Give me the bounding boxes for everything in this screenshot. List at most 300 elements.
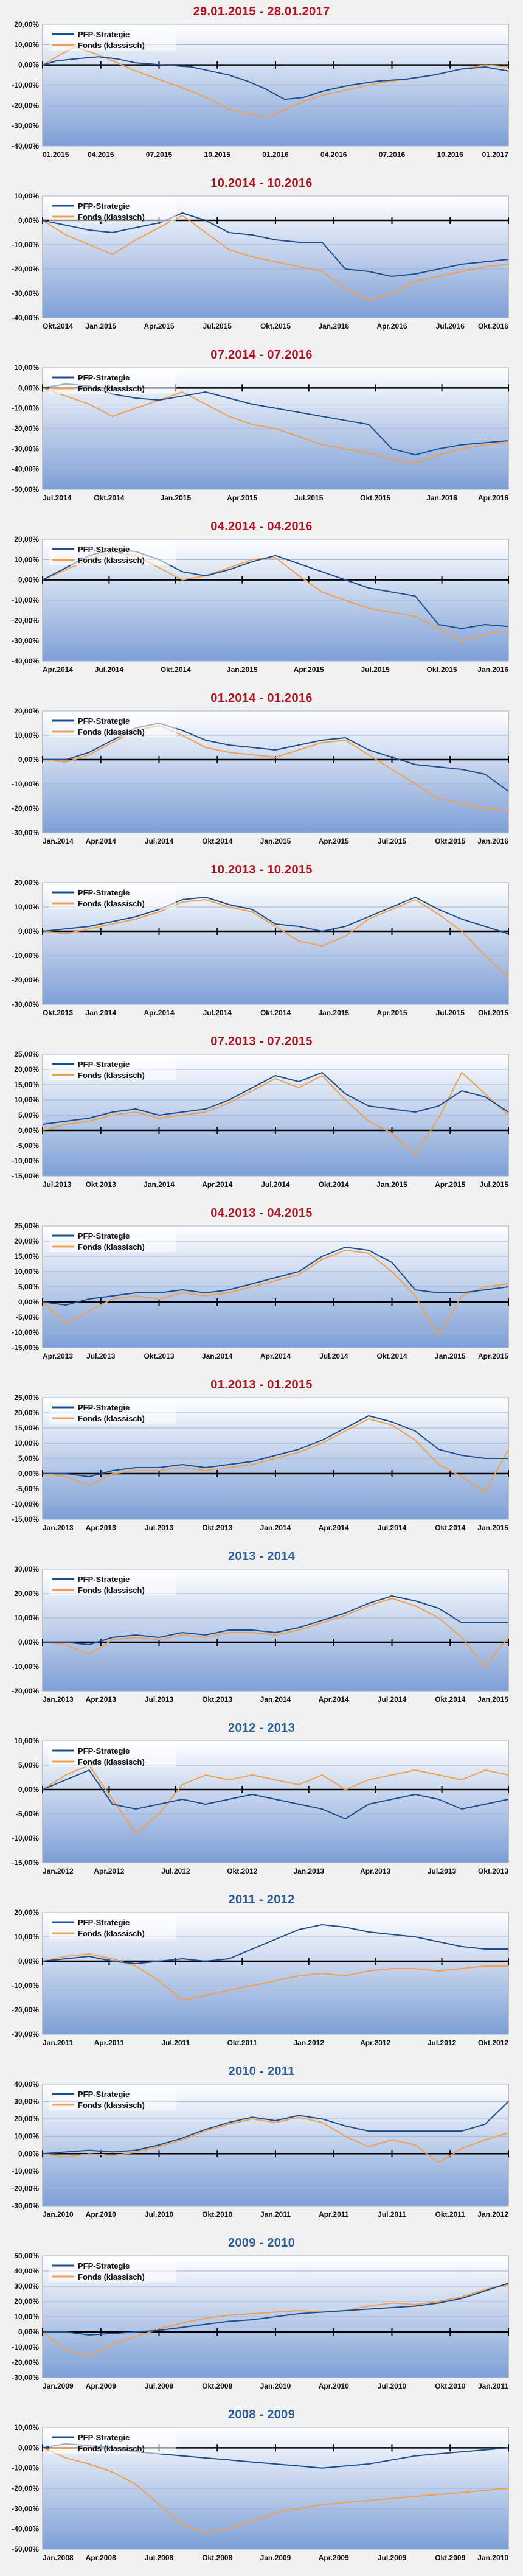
legend-label: PFP-Strategie <box>78 1403 130 1412</box>
legend-label: Fonds (klassisch) <box>78 2444 145 2453</box>
x-tick-label: Jul.2014 <box>377 1524 407 1532</box>
y-tick-label: 0,00% <box>18 2328 39 2336</box>
chart-panel <box>0 1545 523 1712</box>
x-tick-label: Okt.2011 <box>435 2210 465 2219</box>
y-tick-label: 10,00% <box>14 1737 39 1745</box>
legend <box>49 198 176 222</box>
legend <box>49 1914 176 1939</box>
x-tick-label: Jan.2015 <box>160 494 192 502</box>
chart-title: 07.2013 - 07.2015 <box>210 1035 313 1048</box>
x-tick-label: Jan.2016 <box>477 665 508 674</box>
x-tick-label: Jan.2008 <box>43 2553 74 2562</box>
y-tick-label: 20,00% <box>14 707 39 715</box>
y-tick-label: 0,00% <box>18 755 39 764</box>
y-tick-label: 10,00% <box>14 2423 39 2432</box>
legend <box>49 2086 176 2110</box>
chart-panel <box>0 0 523 167</box>
x-tick-label: Jul.2014 <box>261 1180 290 1189</box>
x-tick-label: Jan.2011 <box>477 2382 508 2390</box>
y-tick-label: 25,00% <box>14 1050 39 1059</box>
y-tick-label: -30,00% <box>12 2030 39 2039</box>
legend <box>49 713 176 737</box>
y-tick-label: 10,00% <box>14 1096 39 1104</box>
chart-title: 29.01.2015 - 28.01.2017 <box>193 5 330 18</box>
y-tick-label: 0,00% <box>18 60 39 69</box>
legend-label: PFP-Strategie <box>78 2433 130 2442</box>
legend <box>49 884 176 909</box>
legend-label: Fonds (klassisch) <box>78 1414 145 1423</box>
y-tick-label: -10,00% <box>12 81 39 89</box>
y-tick-label: 15,00% <box>14 1424 39 1432</box>
y-tick-label: -40,00% <box>12 657 39 665</box>
x-tick-label: Jan.2010 <box>260 2382 291 2390</box>
chart-panel <box>0 2231 523 2398</box>
chart-title: 07.2014 - 07.2016 <box>210 348 313 362</box>
y-tick-label: -10,00% <box>12 1981 39 1990</box>
legend <box>49 1571 176 1595</box>
legend <box>49 2258 176 2282</box>
x-tick-label: Jan.2016 <box>426 494 457 502</box>
y-tick-label: 5,00% <box>18 1111 39 1119</box>
y-tick-label: -50,00% <box>12 485 39 494</box>
x-tick-label: Jan.2011 <box>43 2039 74 2047</box>
chart-svg <box>0 343 523 510</box>
y-tick-label: -20,00% <box>12 976 39 984</box>
x-tick-label: Okt.2010 <box>202 2210 233 2219</box>
chart-svg <box>0 1888 523 2055</box>
y-tick-label: -10,00% <box>12 1662 39 1671</box>
x-tick-label: Jan.2014 <box>85 1009 117 1017</box>
y-tick-label: 20,00% <box>14 1409 39 1417</box>
x-tick-label: 01.2017 <box>482 150 508 159</box>
y-tick-label: 0,00% <box>18 575 39 584</box>
y-tick-label: 0,00% <box>18 1298 39 1306</box>
x-tick-label: Okt.2011 <box>227 2039 257 2047</box>
x-tick-label: Okt.2013 <box>85 1180 116 1189</box>
y-tick-label: -10,00% <box>12 2463 39 2473</box>
x-tick-label: Jan.2014 <box>260 1524 291 1532</box>
chart-title: 2012 - 2013 <box>227 1721 296 1735</box>
x-tick-label: Jul.2014 <box>319 1352 348 1360</box>
x-tick-label: Apr.2013 <box>360 1867 391 1875</box>
x-tick-label: Apr.2010 <box>318 2382 349 2390</box>
x-tick-label: Apr.2015 <box>376 1009 407 1017</box>
x-tick-label: Okt.2013 <box>43 1009 74 1017</box>
x-tick-label: Okt.2012 <box>477 2039 508 2047</box>
y-tick-label: -5,00% <box>15 1313 39 1321</box>
y-tick-label: -40,00% <box>12 464 39 474</box>
y-tick-label: -5,00% <box>15 1810 39 1818</box>
y-tick-label: 20,00% <box>14 1237 39 1245</box>
y-tick-label: -10,00% <box>12 951 39 960</box>
legend-label: Fonds (klassisch) <box>78 41 145 50</box>
x-tick-label: Jan.2014 <box>43 837 74 845</box>
x-tick-label: Okt.2014 <box>435 1524 466 1532</box>
y-tick-label: -20,00% <box>12 804 39 813</box>
x-tick-label: Apr.2009 <box>85 2382 116 2390</box>
chart-svg <box>0 2403 523 2570</box>
x-tick-label: Jan.2012 <box>293 2039 325 2047</box>
x-tick-label: Okt.2015 <box>360 494 391 502</box>
y-tick-label: 30,00% <box>14 2282 39 2291</box>
y-tick-label: -40,00% <box>12 313 39 322</box>
legend-label: PFP-Strategie <box>78 1918 130 1927</box>
y-tick-label: 30,00% <box>14 2097 39 2106</box>
y-tick-label: -30,00% <box>12 444 39 453</box>
legend-label: PFP-Strategie <box>78 2261 130 2270</box>
legend <box>49 1228 176 1252</box>
chart-title: 2008 - 2009 <box>227 2408 296 2421</box>
legend-label: Fonds (klassisch) <box>78 2272 145 2281</box>
chart-panel <box>0 2060 523 2227</box>
chart-svg <box>0 858 523 1025</box>
y-tick-label: 20,00% <box>14 20 39 29</box>
x-tick-label: Apr.2015 <box>318 837 349 845</box>
x-tick-label: Jul.2012 <box>427 2039 457 2047</box>
y-tick-label: 5,00% <box>18 1283 39 1291</box>
y-tick-label: 0,00% <box>18 1126 39 1135</box>
x-tick-label: Okt.2014 <box>43 322 74 331</box>
y-tick-label: 20,00% <box>14 2115 39 2124</box>
y-tick-label: -20,00% <box>12 616 39 625</box>
y-tick-label: -10,00% <box>12 596 39 604</box>
y-tick-label: 10,00% <box>14 731 39 740</box>
y-tick-label: 25,00% <box>14 1222 39 1230</box>
x-tick-label: Okt.2014 <box>260 1009 291 1017</box>
y-tick-label: 30,00% <box>14 1565 39 1573</box>
y-tick-label: 20,00% <box>14 878 39 887</box>
x-tick-label: Jul.2012 <box>161 1867 190 1875</box>
y-tick-label: 10,00% <box>14 903 39 911</box>
chart-title: 2013 - 2014 <box>227 1550 296 1563</box>
chart-svg <box>0 515 523 682</box>
y-tick-label: -10,00% <box>12 1500 39 1508</box>
legend-label: Fonds (klassisch) <box>78 384 145 393</box>
chart-svg <box>0 1030 523 1197</box>
chart-title: 10.2013 - 10.2015 <box>210 863 313 877</box>
x-tick-label: Okt.2009 <box>435 2553 466 2562</box>
y-tick-label: 10,00% <box>14 363 39 372</box>
x-tick-label: Jul.2014 <box>144 837 174 845</box>
y-tick-label: -20,00% <box>12 1687 39 1695</box>
x-tick-label: Apr.2012 <box>94 1867 125 1875</box>
x-tick-label: 10.2016 <box>437 150 463 159</box>
y-tick-label: -15,00% <box>12 1343 39 1352</box>
x-tick-label: Jul.2013 <box>144 1524 174 1532</box>
x-tick-label: Apr.2013 <box>85 1524 116 1532</box>
y-tick-label: 10,00% <box>14 555 39 564</box>
y-tick-label: -10,00% <box>12 780 39 788</box>
x-tick-label: Okt.2013 <box>202 1524 233 1532</box>
legend-label: Fonds (klassisch) <box>78 1071 145 1080</box>
legend-label: PFP-Strategie <box>78 2090 130 2099</box>
y-tick-label: 10,00% <box>14 1614 39 1622</box>
chart-panel <box>0 343 523 510</box>
x-tick-label: Jul.2015 <box>377 837 407 845</box>
y-tick-label: 50,00% <box>14 2252 39 2260</box>
chart-panel <box>0 172 523 338</box>
x-tick-label: Apr.2015 <box>477 1352 508 1360</box>
y-tick-label: -15,00% <box>12 1858 39 1867</box>
x-tick-label: Apr.2015 <box>435 1180 466 1189</box>
chart-title: 04.2014 - 04.2016 <box>210 520 313 533</box>
x-tick-label: Jul.2010 <box>144 2210 174 2219</box>
y-tick-label: -15,00% <box>12 1172 39 1180</box>
x-tick-label: 07.2016 <box>378 150 406 159</box>
legend-label: PFP-Strategie <box>78 30 130 39</box>
x-tick-label: Jul.2009 <box>144 2382 174 2390</box>
x-tick-label: Jul.2013 <box>86 1352 116 1360</box>
y-tick-label: 0,00% <box>18 1957 39 1965</box>
chart-panel <box>0 1030 523 1197</box>
y-tick-label: 10,00% <box>14 1267 39 1276</box>
y-tick-label: 0,00% <box>18 927 39 936</box>
legend-label: PFP-Strategie <box>78 545 130 554</box>
y-tick-label: -10,00% <box>12 1157 39 1165</box>
x-tick-label: Jul.2015 <box>435 1009 465 1017</box>
y-tick-label: -40,00% <box>12 142 39 150</box>
legend <box>49 541 176 565</box>
y-tick-label: 0,00% <box>18 1638 39 1647</box>
x-tick-label: Okt.2015 <box>477 1009 508 1017</box>
x-tick-label: Jul.2014 <box>43 494 72 502</box>
y-tick-label: 15,00% <box>14 1252 39 1261</box>
x-tick-label: Jan.2013 <box>43 1695 74 1704</box>
x-tick-label: Apr.2014 <box>144 1009 175 1017</box>
legend-label: Fonds (klassisch) <box>78 1757 145 1766</box>
chart-svg <box>0 2231 523 2398</box>
x-tick-label: Okt.2014 <box>202 837 233 845</box>
x-tick-label: Okt.2008 <box>202 2553 233 2562</box>
y-tick-label: 0,00% <box>18 1469 39 1478</box>
x-tick-label: Jan.2015 <box>85 322 117 331</box>
x-tick-label: 01.2016 <box>262 150 289 159</box>
x-tick-label: Apr.2011 <box>94 2039 125 2047</box>
x-tick-label: Apr.2012 <box>360 2039 391 2047</box>
x-tick-label: Apr.2015 <box>293 665 324 674</box>
legend-label: PFP-Strategie <box>78 201 130 211</box>
y-tick-label: -20,00% <box>12 2006 39 2014</box>
chart-svg <box>0 2060 523 2227</box>
y-tick-label: 0,00% <box>18 383 39 393</box>
x-tick-label: Jan.2015 <box>376 1180 407 1189</box>
x-tick-label: Jul.2016 <box>435 322 465 331</box>
x-tick-label: Jul.2013 <box>427 1867 457 1875</box>
x-tick-label: Jan.2013 <box>293 1867 325 1875</box>
x-tick-label: Apr.2014 <box>85 837 116 845</box>
x-tick-label: Apr.2015 <box>144 322 175 331</box>
x-tick-label: Jul.2011 <box>161 2039 190 2047</box>
x-tick-label: Apr.2010 <box>85 2210 116 2219</box>
x-tick-label: Jan.2009 <box>43 2382 74 2390</box>
y-tick-label: 20,00% <box>14 1908 39 1917</box>
y-tick-label: -30,00% <box>12 289 39 298</box>
x-tick-label: Apr.2008 <box>85 2553 116 2562</box>
chart-svg <box>0 1202 523 1368</box>
y-tick-label: 20,00% <box>14 535 39 544</box>
y-tick-label: -20,00% <box>12 265 39 273</box>
x-tick-label: Okt.2013 <box>202 1695 233 1704</box>
x-tick-label: Okt.2014 <box>94 494 125 502</box>
y-tick-label: -10,00% <box>12 1834 39 1843</box>
y-tick-label: -20,00% <box>12 2184 39 2193</box>
chart-title: 2011 - 2012 <box>228 1893 295 1906</box>
y-tick-label: -30,00% <box>12 828 39 837</box>
x-tick-label: Apr.2013 <box>85 1695 116 1704</box>
chart-title: 04.2013 - 04.2015 <box>210 1206 313 1220</box>
x-tick-label: Apr.2014 <box>318 1695 349 1704</box>
x-tick-label: Jul.2015 <box>479 1180 508 1189</box>
legend-label: PFP-Strategie <box>78 1746 130 1755</box>
chart-svg <box>0 1717 523 1883</box>
legend <box>49 1056 176 1080</box>
y-tick-label: 20,00% <box>14 1065 39 1074</box>
x-tick-label: Jan.2010 <box>43 2210 74 2219</box>
chart-panel <box>0 1373 523 1540</box>
x-tick-label: 01.2015 <box>43 150 69 159</box>
x-tick-label: Apr.2014 <box>260 1352 291 1360</box>
chart-title: 2010 - 2011 <box>228 2065 295 2078</box>
y-tick-label: -30,00% <box>12 2504 39 2513</box>
legend-label: PFP-Strategie <box>78 888 130 897</box>
legend-label: Fonds (klassisch) <box>78 899 145 908</box>
y-tick-label: 10,00% <box>14 2312 39 2321</box>
x-tick-label: Okt.2013 <box>144 1352 175 1360</box>
x-tick-label: Apr.2011 <box>319 2210 349 2219</box>
x-tick-label: 04.2015 <box>88 150 114 159</box>
x-tick-label: Jan.2015 <box>477 1695 508 1704</box>
y-tick-label: 5,00% <box>18 1454 39 1463</box>
chart-panel <box>0 1202 523 1368</box>
y-tick-label: 0,00% <box>18 1785 39 1794</box>
y-tick-label: -10,00% <box>12 2166 39 2175</box>
legend-label: Fonds (klassisch) <box>78 727 145 737</box>
y-tick-label: 20,00% <box>14 1589 39 1598</box>
y-tick-label: -5,00% <box>15 1141 39 1150</box>
chart-title: 01.2014 - 01.2016 <box>210 691 313 705</box>
y-tick-label: -20,00% <box>12 2484 39 2493</box>
y-tick-label: 10,00% <box>14 40 39 49</box>
x-tick-label: Jan.2010 <box>477 2553 508 2562</box>
y-tick-label: 25,00% <box>14 1393 39 1402</box>
x-tick-label: Okt.2015 <box>435 837 466 845</box>
x-tick-label: Okt.2009 <box>202 2382 233 2390</box>
chart-svg <box>0 0 523 167</box>
x-tick-label: Jul.2013 <box>43 1180 72 1189</box>
x-tick-label: Jan.2014 <box>201 1352 233 1360</box>
y-tick-label: -10,00% <box>12 404 39 413</box>
y-tick-label: -10,00% <box>12 2343 39 2351</box>
y-tick-label: -20,00% <box>12 2358 39 2367</box>
x-tick-label: Okt.2015 <box>426 665 457 674</box>
legend <box>49 1399 176 1424</box>
x-tick-label: Jul.2014 <box>94 665 124 674</box>
y-tick-label: -40,00% <box>12 2524 39 2533</box>
x-tick-label: Okt.2014 <box>376 1352 407 1360</box>
x-tick-label: Apr.2014 <box>318 1524 349 1532</box>
y-tick-label: -30,00% <box>12 1000 39 1009</box>
chart-panel <box>0 515 523 682</box>
x-tick-label: Jan.2012 <box>43 1867 74 1875</box>
x-tick-label: Apr.2014 <box>43 665 74 674</box>
x-tick-label: Jan.2014 <box>260 1695 291 1704</box>
chart-panel <box>0 1888 523 2055</box>
x-tick-label: 07.2015 <box>145 150 173 159</box>
x-tick-label: Okt.2015 <box>260 322 291 331</box>
x-tick-label: Jan.2013 <box>43 1524 74 1532</box>
chart-svg <box>0 1545 523 1712</box>
x-tick-label: Okt.2014 <box>160 665 191 674</box>
x-tick-label: Jul.2015 <box>203 322 232 331</box>
x-tick-label: Jan.2014 <box>144 1180 175 1189</box>
y-tick-label: -15,00% <box>12 1515 39 1524</box>
x-tick-label: Apr.2013 <box>43 1352 74 1360</box>
x-tick-label: Jul.2014 <box>203 1009 232 1017</box>
y-tick-label: -30,00% <box>12 2202 39 2210</box>
y-tick-label: 15,00% <box>14 1080 39 1089</box>
chart-panel <box>0 687 523 853</box>
y-tick-label: 0,00% <box>18 216 39 225</box>
x-tick-label: Jul.2010 <box>377 2382 407 2390</box>
y-tick-label: 40,00% <box>14 2080 39 2088</box>
y-tick-label: -10,00% <box>12 1328 39 1337</box>
x-tick-label: Okt.2016 <box>477 322 508 331</box>
x-tick-label: Jan.2015 <box>260 837 291 845</box>
y-tick-label: -20,00% <box>12 424 39 433</box>
x-tick-label: Jan.2016 <box>318 322 350 331</box>
x-tick-label: Jan.2011 <box>260 2210 291 2219</box>
x-tick-label: Jan.2016 <box>477 837 508 845</box>
x-tick-label: Jul.2015 <box>294 494 324 502</box>
legend <box>49 2429 176 2454</box>
x-tick-label: Jul.2015 <box>361 665 390 674</box>
x-tick-label: Jan.2012 <box>477 2210 508 2219</box>
y-tick-label: 10,00% <box>14 192 39 200</box>
legend <box>49 26 176 51</box>
x-tick-label: Okt.2014 <box>435 1695 466 1704</box>
chart-title: 01.2013 - 01.2015 <box>210 1378 313 1391</box>
legend-label: PFP-Strategie <box>78 1060 130 1069</box>
y-tick-label: 0,00% <box>18 2149 39 2158</box>
y-tick-label: -30,00% <box>12 121 39 130</box>
legend-label: Fonds (klassisch) <box>78 556 145 565</box>
x-tick-label: Apr.2009 <box>318 2553 349 2562</box>
x-tick-label: Jul.2009 <box>377 2553 407 2562</box>
chart-title: 10.2014 - 10.2016 <box>210 177 313 190</box>
y-tick-label: 5,00% <box>18 1761 39 1769</box>
y-tick-label: 10,00% <box>14 2132 39 2141</box>
x-tick-label: Jan.2015 <box>434 1352 466 1360</box>
y-tick-label: -30,00% <box>12 636 39 645</box>
y-tick-label: -50,00% <box>12 2545 39 2553</box>
legend-label: Fonds (klassisch) <box>78 1242 145 1251</box>
x-tick-label: 04.2016 <box>320 150 347 159</box>
y-tick-label: 0,00% <box>18 2443 39 2452</box>
chart-panel <box>0 2403 523 2570</box>
chart-panel <box>0 858 523 1025</box>
x-tick-label: 10.2015 <box>204 150 230 159</box>
x-tick-label: Apr.2014 <box>202 1180 233 1189</box>
x-tick-label: Jul.2011 <box>378 2210 406 2219</box>
chart-title: 2009 - 2010 <box>227 2236 296 2250</box>
x-tick-label: Jan.2015 <box>318 1009 350 1017</box>
y-tick-label: 10,00% <box>14 1439 39 1447</box>
x-tick-label: Apr.2015 <box>227 494 258 502</box>
y-tick-label: 40,00% <box>14 2267 39 2275</box>
chart-svg <box>0 1373 523 1540</box>
y-tick-label: -30,00% <box>12 2373 39 2382</box>
chart-svg <box>0 172 523 338</box>
